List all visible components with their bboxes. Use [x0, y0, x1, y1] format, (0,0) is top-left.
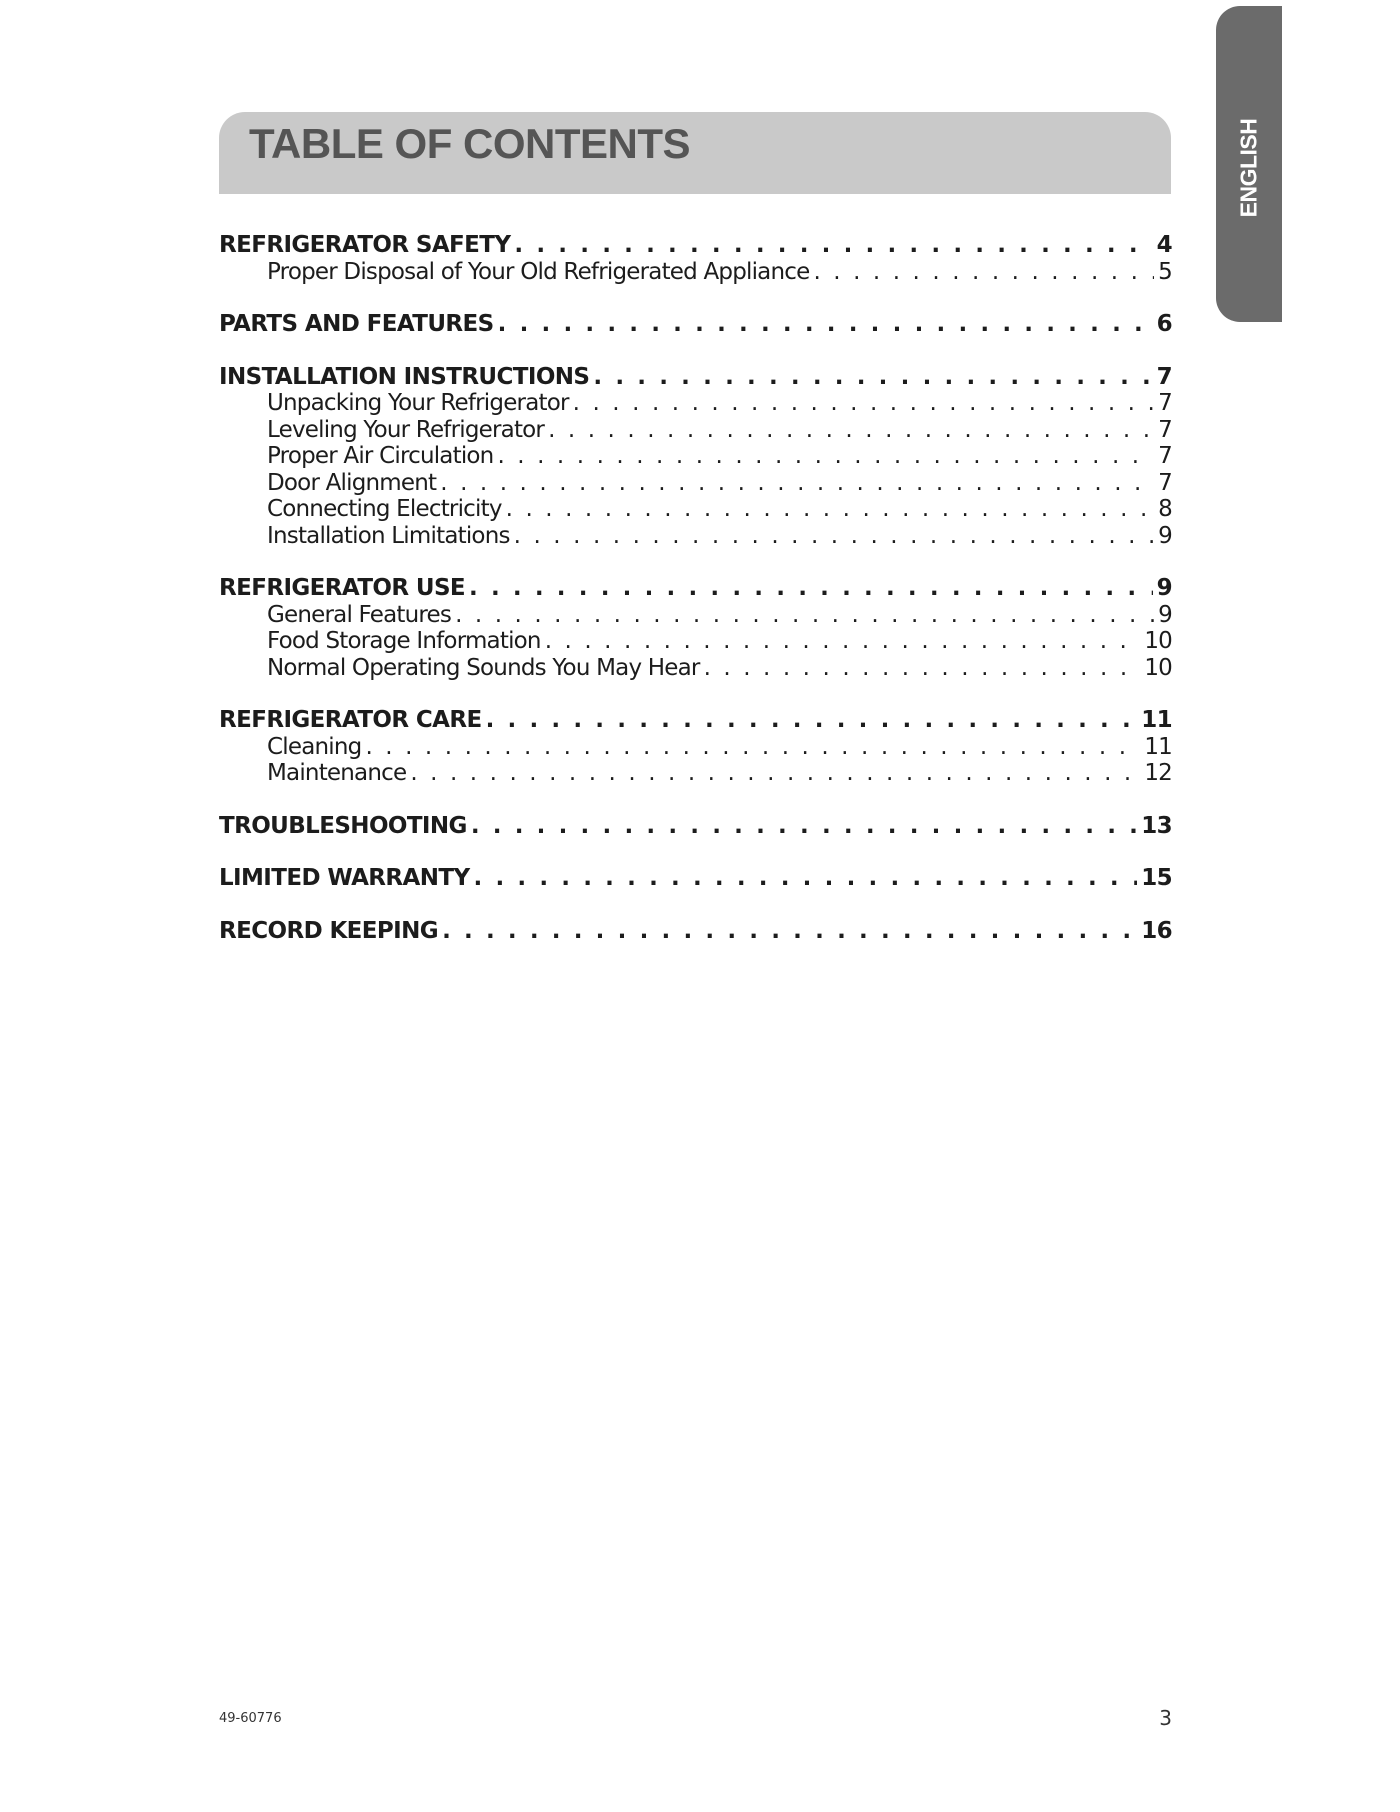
toc-entry-page: 7: [1156, 363, 1172, 390]
dot-leader: [410, 760, 1140, 786]
dot-leader: [471, 813, 1137, 839]
toc-entry-page: 9: [1156, 575, 1172, 601]
toc-section-4: [219, 707, 1172, 734]
toc-entry-page: 5: [1158, 258, 1172, 285]
toc-entry-label: Normal Operating Sounds You May Hear: [267, 654, 700, 681]
toc-subitem-3-2: [219, 655, 1172, 682]
page-number: 3: [1159, 1706, 1172, 1730]
dot-leader: [514, 232, 1152, 258]
toc-entry-label: Leveling Your Refrigerator: [267, 416, 545, 443]
toc-entry-page: 7: [1158, 390, 1172, 416]
toc-section-5: [219, 813, 1172, 840]
toc-entry-label: Door Alignment: [267, 469, 437, 496]
toc-entry-page: 10: [1144, 628, 1172, 654]
toc-entry-page: 13: [1141, 812, 1172, 839]
toc-entry-label: TROUBLESHOOTING: [219, 812, 467, 839]
dot-leader: [486, 707, 1138, 733]
toc-entry-label: Proper Air Circulation: [267, 443, 494, 469]
language-tab-label: ENGLISH: [1235, 118, 1262, 218]
toc-subitem-2-2: [219, 443, 1172, 470]
toc-group: [219, 707, 1172, 787]
toc-subitem-4-1: [219, 760, 1172, 787]
toc-entry-page: 11: [1141, 707, 1172, 733]
toc-group: [219, 364, 1172, 550]
toc-entry-label: Unpacking Your Refrigerator: [267, 390, 569, 416]
toc-entry-page: 6: [1156, 311, 1172, 337]
toc-group: [219, 918, 1172, 945]
toc-section-0: [219, 232, 1172, 259]
dot-leader: [548, 417, 1154, 443]
document-code: 49-60776: [219, 1711, 282, 1726]
toc-subitem-2-5: [219, 523, 1172, 550]
toc-entry-label: Connecting Electricity: [267, 496, 502, 522]
dot-leader: [573, 390, 1155, 416]
dot-leader: [813, 259, 1154, 285]
dot-leader: [514, 523, 1155, 549]
toc-entry-page: 10: [1144, 654, 1172, 681]
toc-entry-page: 7: [1158, 443, 1172, 469]
title-bar: [219, 112, 1171, 194]
toc-entry-label: PARTS AND FEATURES: [219, 311, 494, 337]
toc-entry-page: 12: [1144, 760, 1172, 786]
toc-entry-page: 11: [1144, 733, 1172, 760]
toc-subitem-3-0: [219, 602, 1172, 629]
page-title: TABLE OF CONTENTS: [249, 120, 691, 167]
dot-leader: [593, 364, 1152, 390]
toc-entry-label: Maintenance: [267, 760, 407, 786]
toc-entry-label: REFRIGERATOR USE: [219, 575, 466, 601]
dot-leader: [469, 575, 1153, 601]
dot-leader: [506, 496, 1155, 522]
toc-group: [219, 311, 1172, 338]
toc-entry-label: RECORD KEEPING: [219, 917, 439, 944]
toc-subitem-2-4: [219, 496, 1172, 523]
toc-section-1: [219, 311, 1172, 338]
toc-entry-label: REFRIGERATOR SAFETY: [219, 232, 511, 258]
dot-leader: [497, 443, 1154, 469]
toc-subitem-3-1: [219, 628, 1172, 655]
toc-subitem-4-0: [219, 734, 1172, 761]
dot-leader: [455, 602, 1154, 628]
toc-entry-label: INSTALLATION INSTRUCTIONS: [219, 363, 590, 390]
dot-leader: [498, 311, 1153, 337]
toc-section-2: [219, 364, 1172, 391]
toc-entry-label: Installation Limitations: [267, 522, 510, 549]
toc-group: [219, 232, 1172, 285]
table-of-contents: [219, 232, 1172, 970]
toc-entry-page: 4: [1156, 232, 1172, 258]
toc-subitem-2-1: [219, 417, 1172, 444]
toc-entry-page: 7: [1158, 416, 1172, 443]
toc-section-7: [219, 918, 1172, 945]
toc-group: [219, 575, 1172, 681]
toc-entry-page: 15: [1141, 865, 1172, 891]
toc-subitem-2-3: [219, 470, 1172, 497]
toc-entry-page: 8: [1158, 496, 1172, 522]
toc-section-6: [219, 865, 1172, 892]
toc-subitem-0-0: [219, 259, 1172, 286]
toc-entry-label: REFRIGERATOR CARE: [219, 707, 482, 733]
toc-entry-page: 7: [1158, 469, 1172, 496]
dot-leader: [442, 918, 1137, 944]
toc-section-3: [219, 575, 1172, 602]
toc-entry-label: Proper Disposal of Your Old Refrigerated Appliance: [267, 258, 810, 285]
toc-entry-page: 9: [1158, 601, 1172, 628]
toc-subitem-2-0: [219, 390, 1172, 417]
toc-group: [219, 865, 1172, 892]
dot-leader: [545, 628, 1141, 654]
toc-entry-label: Cleaning: [267, 733, 362, 760]
toc-group: [219, 813, 1172, 840]
dot-leader: [704, 655, 1141, 681]
dot-leader: [440, 470, 1154, 496]
toc-entry-label: Food Storage Information: [267, 628, 541, 654]
toc-entry-label: LIMITED WARRANTY: [219, 865, 470, 891]
toc-entry-page: 16: [1141, 917, 1172, 944]
toc-entry-page: 9: [1158, 522, 1172, 549]
toc-entry-label: General Features: [267, 601, 452, 628]
dot-leader: [365, 734, 1140, 760]
dot-leader: [474, 865, 1138, 891]
